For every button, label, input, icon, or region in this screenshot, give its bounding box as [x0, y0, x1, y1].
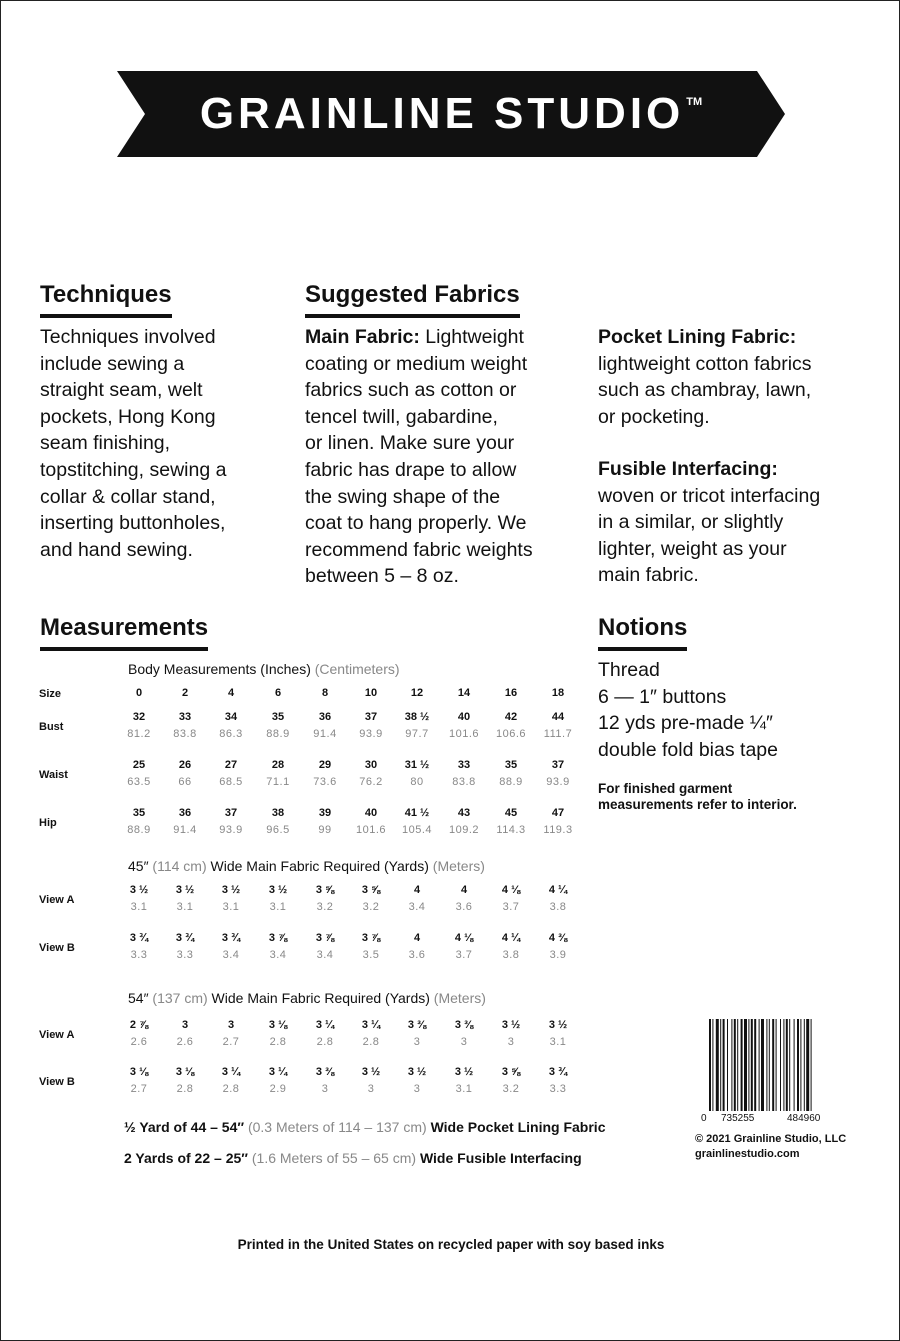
body-measure-imperial: 36 — [318, 711, 332, 723]
copyright: © 2021 Grainline Studio, LLC — [695, 1133, 847, 1145]
main-fabric-line: tencel twill, gabardine, — [305, 405, 498, 428]
brand-banner — [117, 71, 785, 157]
body-measure-imperial: 40 — [457, 711, 471, 723]
body-measure-imperial: 43 — [457, 807, 471, 819]
fabric45-imperial: 3 ½ — [221, 884, 241, 896]
barcode — [701, 1019, 851, 1129]
body-measure-cell — [258, 708, 298, 742]
body-measure-imperial: 25 — [132, 759, 146, 771]
body-measure-cell — [119, 756, 159, 790]
fabric54-metric: 2.8 — [316, 1036, 334, 1048]
body-measure-metric: 83.8 — [173, 728, 197, 740]
fabric45-cell — [258, 881, 298, 915]
fabric45-cell — [444, 929, 484, 963]
main-fabric-line: fabric has drape to allow — [305, 458, 517, 481]
size-value: 8 — [321, 687, 329, 699]
fabric45-cell — [119, 929, 159, 963]
fabric45-cell — [119, 881, 159, 915]
body-measure-cell — [351, 756, 391, 790]
fabric54-metric: 3 — [413, 1036, 421, 1048]
fabric54-cell — [305, 1016, 345, 1050]
barcode-digits-group1: 735255 — [721, 1113, 755, 1124]
fabric45-metric: 3.4 — [408, 901, 426, 913]
fabric54-metric: 3 — [460, 1036, 468, 1048]
body-measure-metric: 86.3 — [219, 728, 243, 740]
body-measure-metric: 66 — [178, 776, 192, 788]
fabric54-cell — [397, 1063, 437, 1097]
body-measure-cell — [491, 756, 531, 790]
body-measure-imperial: 37 — [224, 807, 238, 819]
size-value: 18 — [551, 687, 565, 699]
body-measure-metric: 111.7 — [543, 728, 573, 740]
fabric54-cell — [119, 1016, 159, 1050]
barcode-digit-left: 0 — [701, 1113, 707, 1124]
body-measure-imperial: 35 — [504, 759, 518, 771]
body-measure-metric: 91.4 — [173, 824, 197, 836]
techniques-line: Techniques involved — [40, 326, 216, 348]
body-measure-cell — [119, 804, 159, 838]
body-measure-cell — [305, 708, 345, 742]
fabric45-imperial: 3 ½ — [129, 884, 149, 896]
fusible-interfacing-line: in a similar, or slightly — [598, 511, 784, 534]
body-measure-metric: 80 — [410, 776, 424, 788]
fabric45-imperial: 4 ¼ — [501, 932, 521, 944]
body-measure-imperial: 27 — [224, 759, 238, 771]
body-measure-cell — [491, 708, 531, 742]
fabric45-metric: 3.1 — [222, 901, 240, 913]
fabric54-cell — [119, 1063, 159, 1097]
fabric45-metric: 3.7 — [455, 949, 473, 961]
fabric54-metric: 2.8 — [222, 1083, 240, 1095]
body-measure-metric: 101.6 — [355, 824, 387, 836]
fabric54-imperial: 3 ⅜ — [454, 1019, 474, 1031]
fabric54-cell — [397, 1016, 437, 1050]
body-measure-metric: 71.1 — [266, 776, 290, 788]
fabric54-cell — [538, 1016, 578, 1050]
fabric45-metric: 3.8 — [502, 949, 520, 961]
body-measure-imperial: 35 — [132, 807, 146, 819]
body-measure-imperial: 47 — [551, 807, 565, 819]
main-fabric-label: Main Fabric: — [305, 326, 420, 348]
fabric54-cell — [351, 1063, 391, 1097]
fabric45-metric: 3.4 — [222, 949, 240, 961]
body-measure-metric: 97.7 — [405, 728, 429, 740]
body-measure-imperial: 38 — [271, 807, 285, 819]
body-measure-metric: 88.9 — [266, 728, 290, 740]
fabric54-row-label: View B — [39, 1076, 75, 1088]
fabric54-imperial: 3 — [181, 1019, 189, 1031]
body-measure-metric: 99 — [318, 824, 332, 836]
fabric54-metric: 2.7 — [222, 1036, 240, 1048]
fabric54-imperial: 3 ½ — [548, 1019, 568, 1031]
techniques-line: seam finishing, — [40, 432, 171, 455]
body-measure-metric: 105.4 — [401, 824, 433, 836]
body-measure-row-label: Hip — [39, 817, 57, 829]
body-measure-imperial: 35 — [271, 711, 285, 723]
fabric-54-title: 54″ (137 cm) Wide Main Fabric Required (Yards) (Meters) — [128, 990, 486, 1006]
fabric54-cell — [351, 1016, 391, 1050]
fabric54-metric: 3 — [321, 1083, 329, 1095]
size-value: 6 — [274, 687, 282, 699]
fabric45-row-label: View B — [39, 942, 75, 954]
body-measure-cell — [211, 804, 251, 838]
fusible-interfacing-line: woven or tricot interfacing — [598, 484, 821, 507]
body-measure-metric: 76.2 — [359, 776, 383, 788]
body-measure-metric: 73.6 — [313, 776, 337, 788]
fabric45-metric: 3.3 — [130, 949, 148, 961]
fabric54-imperial: 3 ⅝ — [501, 1066, 521, 1078]
main-fabric-line: coat to hang properly. We — [305, 512, 527, 535]
fabric45-metric: 3.8 — [549, 901, 567, 913]
fabric45-metric: 3.5 — [362, 949, 380, 961]
pocket-lining-line: or pocketing. — [598, 405, 710, 428]
fusible-interfacing-line: main fabric. — [598, 564, 699, 587]
size-value: 12 — [410, 687, 424, 699]
barcode-bars — [709, 1019, 849, 1111]
brand-name: GRAINLINE STUDIO — [199, 89, 685, 138]
fabric54-cell — [491, 1016, 531, 1050]
fabric45-row-label: View A — [39, 894, 75, 906]
fusible-requirement: 2 Yards of 22 – 25″ (1.6 Meters of 55 – 65 cm) Wide Fusible Interfacing — [124, 1150, 582, 1166]
body-measure-metric: 109.2 — [448, 824, 480, 836]
fusible-interfacing-text — [598, 456, 820, 589]
body-measure-cell — [211, 708, 251, 742]
fabric45-metric: 3.3 — [176, 949, 194, 961]
fabric45-cell — [491, 881, 531, 915]
fabric54-cell — [258, 1016, 298, 1050]
fabric45-metric: 3.2 — [316, 901, 334, 913]
fabric54-imperial: 3 ½ — [361, 1066, 381, 1078]
fabric45-cell — [165, 881, 205, 915]
fabric54-cell — [444, 1063, 484, 1097]
fabric54-imperial: 3 ⅛ — [175, 1066, 195, 1078]
fusible-interfacing-label: Fusible Interfacing: — [598, 458, 778, 480]
fabric45-metric: 3.4 — [269, 949, 287, 961]
techniques-line: topstitching, sewing a — [40, 458, 227, 481]
fabric45-cell — [165, 929, 205, 963]
fabric54-metric: 2.7 — [130, 1083, 148, 1095]
fabric54-cell — [491, 1063, 531, 1097]
size-value: 2 — [181, 687, 189, 699]
size-value: 10 — [364, 687, 378, 699]
body-measure-metric: 93.9 — [359, 728, 383, 740]
fabric45-cell — [397, 929, 437, 963]
website: grainlinestudio.com — [695, 1148, 800, 1160]
fabric54-metric: 2.6 — [176, 1036, 194, 1048]
body-measure-imperial: 28 — [271, 759, 285, 771]
fabric45-metric: 3.4 — [316, 949, 334, 961]
body-measure-metric: 114.3 — [496, 824, 526, 836]
body-measure-imperial: 41 ½ — [404, 807, 430, 819]
fabric45-cell — [538, 881, 578, 915]
fabric45-metric: 3.1 — [130, 901, 148, 913]
main-fabric-line: coating or medium weight — [305, 352, 528, 375]
fabric54-metric: 2.8 — [176, 1083, 194, 1095]
size-label: Size — [39, 688, 62, 700]
techniques-line: straight seam, welt — [40, 379, 203, 402]
main-fabric-line: fabrics such as cotton or — [305, 379, 517, 402]
body-measure-cell — [305, 756, 345, 790]
fabric45-metric: 3.2 — [362, 901, 380, 913]
suggested-fabrics-heading: Suggested Fabrics — [305, 282, 520, 318]
fabric54-imperial: 2 ⅞ — [129, 1019, 149, 1031]
fabric54-metric: 3 — [507, 1036, 515, 1048]
body-measure-metric: 93.9 — [546, 776, 570, 788]
pocket-lining-label: Pocket Lining Fabric: — [598, 326, 797, 348]
fabric54-imperial: 3 ½ — [454, 1066, 474, 1078]
body-measure-cell — [258, 756, 298, 790]
body-measure-imperial: 40 — [364, 807, 378, 819]
fabric54-imperial: 3 ⅜ — [315, 1066, 335, 1078]
body-measure-imperial: 42 — [504, 711, 518, 723]
fabric45-imperial: 3 ¾ — [129, 932, 149, 944]
fabric54-cell — [211, 1016, 251, 1050]
body-measure-cell — [165, 756, 205, 790]
fabric54-metric: 2.8 — [362, 1036, 380, 1048]
size-value: 0 — [135, 687, 143, 699]
fabric54-metric: 3.1 — [549, 1036, 567, 1048]
fabric45-imperial: 4 — [413, 884, 421, 896]
pocket-lining-line: such as chambray, lawn, — [598, 379, 812, 402]
fabric45-imperial: 3 ⅞ — [268, 932, 288, 944]
body-measure-metric: 96.5 — [266, 824, 290, 836]
main-fabric-line: between 5 – 8 oz. — [305, 565, 459, 588]
body-measure-cell — [444, 756, 484, 790]
fabric45-cell — [397, 881, 437, 915]
body-measure-cell — [165, 708, 205, 742]
finished-measurements-note — [598, 781, 797, 813]
fabric45-metric: 3.9 — [549, 949, 567, 961]
fabric45-imperial: 4 ¼ — [548, 884, 568, 896]
techniques-line: and hand sewing. — [40, 538, 193, 561]
fabric45-imperial: 3 ⅝ — [361, 884, 381, 896]
fabric45-imperial: 4 — [413, 932, 421, 944]
pocket-lining-text — [598, 324, 812, 430]
fabric45-metric: 3.6 — [455, 901, 473, 913]
fabric45-cell — [211, 929, 251, 963]
fabric54-cell — [444, 1016, 484, 1050]
body-measure-imperial: 32 — [132, 711, 146, 723]
main-fabric-line: recommend fabric weights — [305, 538, 533, 561]
body-measure-imperial: 45 — [504, 807, 518, 819]
fabric45-cell — [444, 881, 484, 915]
fabric54-imperial: 3 ½ — [501, 1019, 521, 1031]
fabric45-imperial: 4 ⅛ — [454, 932, 474, 944]
body-measure-imperial: 29 — [318, 759, 332, 771]
body-measure-cell — [397, 708, 437, 742]
fabric54-cell — [165, 1063, 205, 1097]
fusible-interfacing-line: lighter, weight as your — [598, 537, 787, 560]
main-fabric-line: Main Fabric: Lightweight — [305, 326, 524, 348]
fabric45-cell — [491, 929, 531, 963]
fabric54-metric: 2.9 — [269, 1083, 287, 1095]
note-line: measurements refer to interior. — [598, 797, 797, 812]
body-measure-cell — [258, 804, 298, 838]
body-measure-cell — [119, 708, 159, 742]
body-measure-imperial: 30 — [364, 759, 378, 771]
body-measure-cell — [305, 804, 345, 838]
fabric54-metric: 3.1 — [455, 1083, 473, 1095]
body-measure-imperial: 33 — [178, 711, 192, 723]
body-measure-metric: 106.6 — [495, 728, 527, 740]
techniques-line: inserting buttonholes, — [40, 512, 226, 535]
fabric45-imperial: 3 ½ — [268, 884, 288, 896]
fabric54-cell — [211, 1063, 251, 1097]
size-value: 16 — [504, 687, 518, 699]
size-value: 4 — [227, 687, 235, 699]
body-measure-imperial: 33 — [457, 759, 471, 771]
body-measure-imperial: 31 ½ — [404, 759, 430, 771]
fabric45-imperial: 3 ⅞ — [361, 932, 381, 944]
fabric54-imperial: 3 ⅛ — [268, 1019, 288, 1031]
fabric54-cell — [305, 1063, 345, 1097]
trademark: TM — [686, 96, 703, 108]
body-measure-row-label: Bust — [39, 721, 64, 733]
fabric54-metric: 3.3 — [549, 1083, 567, 1095]
main-fabric-text — [305, 324, 533, 590]
body-measure-metric: 88.9 — [127, 824, 151, 836]
main-fabric-line: or linen. Make sure your — [305, 432, 515, 455]
body-measure-imperial: 44 — [551, 711, 565, 723]
fabric45-imperial: 4 — [460, 884, 468, 896]
techniques-heading: Techniques — [40, 282, 172, 318]
body-measure-cell — [538, 804, 578, 838]
brand-logo — [117, 71, 785, 157]
notion-item-line: Thread — [598, 659, 660, 681]
fabric45-imperial: 3 ⅞ — [315, 932, 335, 944]
measurements-heading: Measurements — [40, 615, 208, 651]
fabric54-imperial: 3 ¼ — [221, 1066, 241, 1078]
notions-list — [598, 657, 778, 763]
fabric45-cell — [351, 881, 391, 915]
fabric54-metric: 2.6 — [130, 1036, 148, 1048]
body-measure-imperial: 38 ½ — [404, 711, 430, 723]
body-measure-metric: 91.4 — [313, 728, 337, 740]
fabric54-metric: 2.8 — [269, 1036, 287, 1048]
body-measure-imperial: 26 — [178, 759, 192, 771]
body-measure-metric: 63.5 — [127, 776, 151, 788]
body-measure-imperial: 39 — [318, 807, 332, 819]
body-measure-cell — [491, 804, 531, 838]
fabric54-metric: 3 — [367, 1083, 375, 1095]
body-measure-metric: 119.3 — [543, 824, 573, 836]
body-measure-metric: 81.2 — [127, 728, 151, 740]
size-value: 14 — [457, 687, 471, 699]
main-fabric-line: the swing shape of the — [305, 485, 501, 508]
body-measure-cell — [397, 756, 437, 790]
notion-item-line: 6 — 1″ buttons — [598, 685, 727, 708]
body-measure-cell — [211, 756, 251, 790]
fabric54-imperial: 3 ⅜ — [407, 1019, 427, 1031]
body-measure-imperial: 34 — [224, 711, 238, 723]
fabric45-cell — [305, 929, 345, 963]
fabric-45-title: 45″ (114 cm) Wide Main Fabric Required (Yards) (Meters) — [128, 858, 485, 874]
notions-heading: Notions — [598, 615, 687, 651]
body-measure-cell — [165, 804, 205, 838]
notion-item-line: double fold bias tape — [598, 738, 778, 761]
body-measure-cell — [444, 804, 484, 838]
fabric45-cell — [305, 881, 345, 915]
body-measure-row-label: Waist — [39, 769, 68, 781]
fabric54-imperial: 3 ¾ — [548, 1066, 568, 1078]
fabric54-imperial: 3 ¼ — [268, 1066, 288, 1078]
body-measure-imperial: 36 — [178, 807, 192, 819]
fabric45-cell — [538, 929, 578, 963]
fabric45-metric: 3.1 — [269, 901, 287, 913]
techniques-line: include sewing a — [40, 352, 185, 375]
fabric54-metric: 3 — [413, 1083, 421, 1095]
fabric54-imperial: 3 — [227, 1019, 235, 1031]
fabric54-cell — [258, 1063, 298, 1097]
fabric54-cell — [165, 1016, 205, 1050]
fabric54-row-label: View A — [39, 1029, 75, 1041]
fabric45-cell — [351, 929, 391, 963]
fabric45-imperial: 3 ¾ — [221, 932, 241, 944]
pocket-lining-line: lightweight cotton fabrics — [598, 352, 812, 375]
body-measurements-title: Body Measurements (Inches) (Centimeters) — [128, 661, 400, 677]
body-measure-cell — [538, 708, 578, 742]
fabric45-cell — [258, 929, 298, 963]
footer-note: Printed in the United States on recycled paper with soy based inks — [237, 1237, 665, 1252]
body-measure-cell — [351, 804, 391, 838]
fabric54-cell — [538, 1063, 578, 1097]
fabric45-metric: 3.1 — [176, 901, 194, 913]
body-measure-cell — [397, 804, 437, 838]
barcode-digits-group2: 484960 — [787, 1113, 821, 1124]
fabric45-imperial: 3 ⅝ — [315, 884, 335, 896]
techniques-text — [40, 324, 226, 563]
fabric54-imperial: 3 ½ — [407, 1066, 427, 1078]
fabric54-imperial: 3 ¼ — [315, 1019, 335, 1031]
body-measure-cell — [444, 708, 484, 742]
body-measure-cell — [351, 708, 391, 742]
body-measure-cell — [538, 756, 578, 790]
fabric45-imperial: 4 ⅛ — [501, 884, 521, 896]
body-measure-imperial: 37 — [551, 759, 565, 771]
fabric54-imperial: 3 ⅛ — [129, 1066, 149, 1078]
techniques-line: collar & collar stand, — [40, 485, 216, 508]
fabric54-metric: 3.2 — [502, 1083, 520, 1095]
body-measure-metric: 83.8 — [452, 776, 476, 788]
body-measure-imperial: 37 — [364, 711, 378, 723]
techniques-line: pockets, Hong Kong — [40, 405, 216, 428]
pocket-lining-requirement: ½ Yard of 44 – 54″ (0.3 Meters of 114 – 137 cm) Wide Pocket Lining Fabric — [124, 1119, 606, 1135]
fabric45-cell — [211, 881, 251, 915]
fabric45-imperial: 3 ¾ — [175, 932, 195, 944]
fabric45-imperial: 3 ½ — [175, 884, 195, 896]
body-measure-metric: 68.5 — [219, 776, 243, 788]
note-line: For finished garment — [598, 781, 733, 796]
fabric45-imperial: 4 ⅜ — [548, 932, 568, 944]
fabric45-metric: 3.7 — [502, 901, 520, 913]
body-measure-metric: 88.9 — [499, 776, 523, 788]
body-measure-metric: 93.9 — [219, 824, 243, 836]
fabric45-metric: 3.6 — [408, 949, 426, 961]
body-measure-metric: 101.6 — [448, 728, 480, 740]
fabric54-imperial: 3 ¼ — [361, 1019, 381, 1031]
notion-item-line: 12 yds pre-made ¼″ — [598, 712, 773, 735]
